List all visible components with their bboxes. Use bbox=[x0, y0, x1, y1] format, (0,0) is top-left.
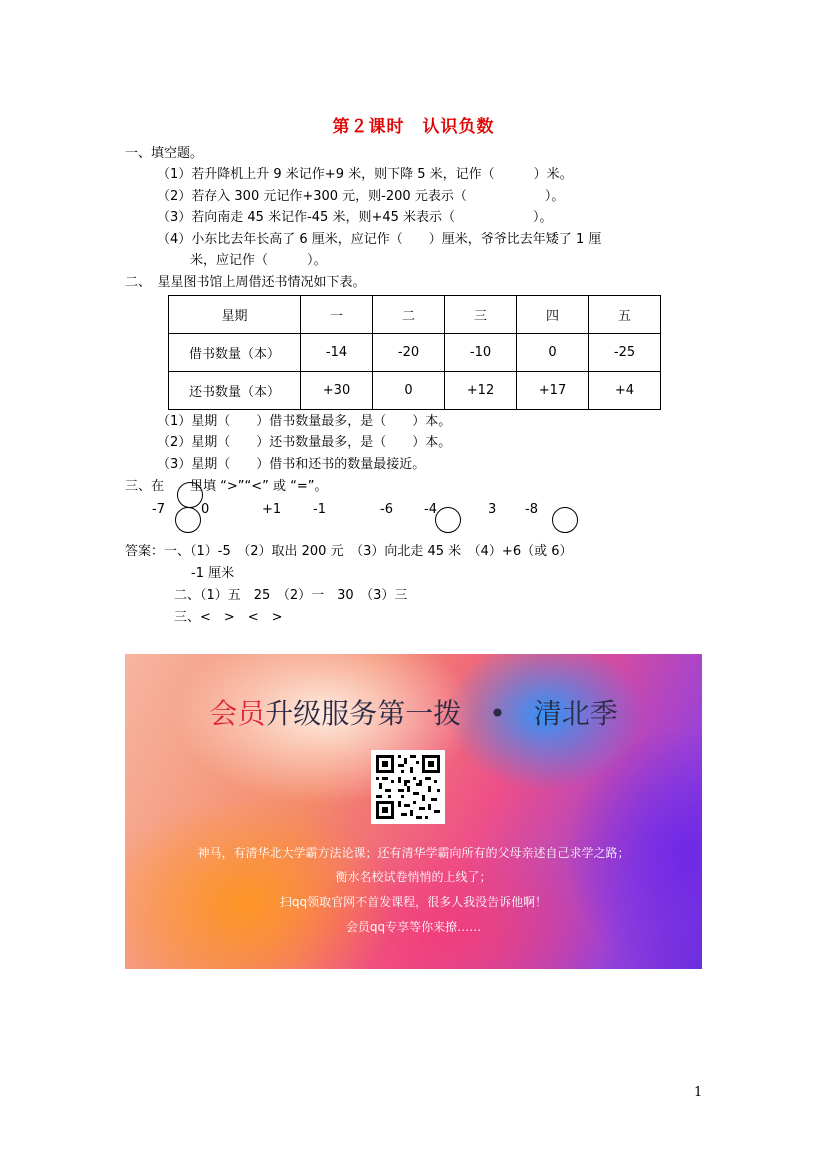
section2-q3: （3）星期（ ）借书和还书的数量最接近。 bbox=[157, 457, 426, 472]
compare-item: 3 bbox=[488, 502, 497, 517]
table-header-cell: 二 bbox=[373, 296, 445, 334]
table-header-cell: 一 bbox=[301, 296, 373, 334]
table-cell: -20 bbox=[373, 334, 445, 372]
banner-title-rest: 升级服务第一拨 • 清北季 bbox=[265, 697, 618, 730]
compare-item: -4 bbox=[424, 502, 437, 517]
section1-q1: （1）若升降机上升 9 米记作+9 米，则下降 5 米，记作（ ）米。 bbox=[157, 167, 573, 182]
table-header-row bbox=[169, 296, 661, 334]
banner-text-1: 神马，有清华北大学霸方法论课；还有清华学霸向所有的父母亲述自己求学之路； bbox=[197, 846, 630, 860]
table-row bbox=[169, 372, 661, 410]
answers-line1: 答案：一、（1）-5 （2）取出 200 元 （3）向北走 45 米 （4）+6（或 6） bbox=[125, 544, 573, 559]
table-header-cell: 三 bbox=[445, 296, 517, 334]
borrow-return-table bbox=[168, 295, 661, 410]
table-cell: 还书数量（本） bbox=[169, 372, 301, 410]
section2-q2: （2）星期（ ）还书数量最多，是（ ）本。 bbox=[157, 435, 452, 450]
table-cell: +12 bbox=[445, 372, 517, 410]
table-row bbox=[169, 334, 661, 372]
answers-line3: 二、（1）五 25 （2）一 30 （3）三 bbox=[174, 588, 408, 603]
compare-item: 0 bbox=[201, 502, 210, 517]
section1-q4a: （4）小东比去年长高了 6 厘米，应记作（ ）厘米，爷爷比去年矮了 1 厘 bbox=[157, 232, 602, 247]
section1-heading: 一、填空题。 bbox=[125, 146, 204, 161]
banner-title-highlight: 会员 bbox=[209, 697, 266, 730]
compare-circle bbox=[177, 482, 203, 508]
table-header-cell: 五 bbox=[589, 296, 661, 334]
compare-item: -1 bbox=[313, 502, 326, 517]
table-cell: +17 bbox=[517, 372, 589, 410]
answers-line2: -1 厘米 bbox=[191, 566, 235, 581]
qr-code-icon[interactable] bbox=[371, 750, 445, 824]
section3-heading: 三、在 里填 “>”“<” 或 “=”。 bbox=[125, 479, 328, 494]
page-title: 第２课时 认识负数 bbox=[332, 117, 495, 137]
section2-q1: （1）星期（ ）借书数量最多，是（ ）本。 bbox=[157, 414, 452, 429]
banner-text-3: 扫qq领取官网不首发课程，很多人我没告诉他啊！ bbox=[279, 895, 548, 909]
banner-text-2: 衡水名校试卷悄悄的上线了； bbox=[335, 870, 492, 884]
table-header-cell: 星期 bbox=[169, 296, 301, 334]
table-cell: -10 bbox=[445, 334, 517, 372]
section2-heading: 二、 星星图书馆上周借还书情况如下表。 bbox=[125, 275, 366, 290]
table-cell: +4 bbox=[589, 372, 661, 410]
answers-line4: 三、< > < > bbox=[174, 610, 283, 625]
table-cell: +30 bbox=[301, 372, 373, 410]
compare-item: -7 bbox=[152, 502, 165, 517]
compare-circle[interactable] bbox=[552, 507, 578, 533]
table-cell: 0 bbox=[517, 334, 589, 372]
compare-item: -8 bbox=[525, 502, 538, 517]
compare-circle[interactable] bbox=[175, 507, 201, 533]
promo-banner[interactable] bbox=[125, 654, 702, 969]
table-header-cell: 四 bbox=[517, 296, 589, 334]
section1-q4b: 米，应记作（ ）。 bbox=[190, 253, 327, 268]
banner-text-4: 会员qq专享等你来撩…… bbox=[345, 920, 482, 934]
section1-q3: （3）若向南走 45 米记作-45 米，则+45 米表示（ ）。 bbox=[157, 210, 553, 225]
compare-circle[interactable] bbox=[435, 507, 461, 533]
table-cell: 0 bbox=[373, 372, 445, 410]
banner-title bbox=[125, 692, 702, 732]
page-number: 1 bbox=[694, 1085, 703, 1100]
qr-code-graphic bbox=[373, 752, 443, 822]
compare-item: +1 bbox=[262, 502, 282, 517]
table-cell: -25 bbox=[589, 334, 661, 372]
table-cell: 借书数量（本） bbox=[169, 334, 301, 372]
section1-q2: （2）若存入 300 元记作+300 元，则-200 元表示（ ）。 bbox=[157, 189, 565, 204]
compare-item: -6 bbox=[380, 502, 393, 517]
table-cell: -14 bbox=[301, 334, 373, 372]
